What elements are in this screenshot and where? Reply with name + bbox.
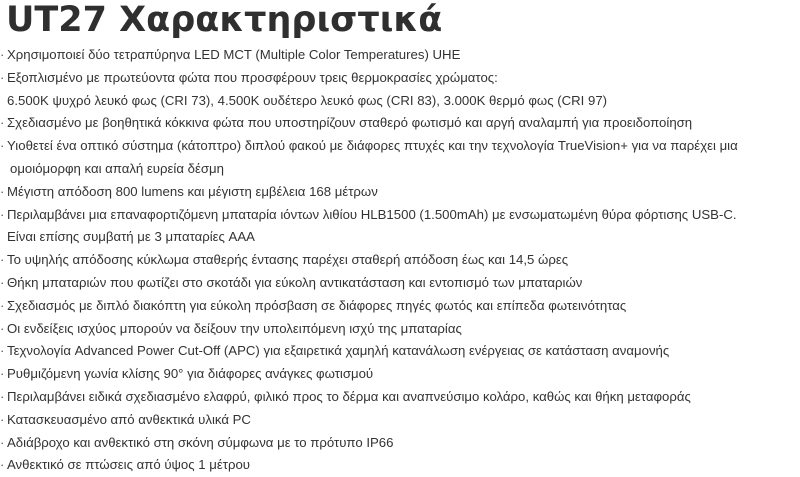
feature-text: Το υψηλής απόδοσης κύκλωμα σταθερής έντασης παρέχει σταθερή απόδοση έως και 14,5 ώρες — [7, 252, 569, 268]
feature-text: Μέγιστη απόδοση 800 lumens και μέγιστη εμβέλεια 168 μέτρων — [7, 183, 378, 199]
bullet-marker: · — [0, 206, 5, 222]
feature-text: 6.500K ψυχρό λευκό φως (CRI 73), 4.500K ουδέτερο λευκό φως (CRI 83), 3.000K θερμό φως (CRI 97) — [7, 92, 608, 108]
page-title: UT27 Χαρακτηριστικά — [6, 0, 443, 40]
feature-text: Οι ενδείξεις ισχύος μπορούν να δείξουν την υπολειπόμενη ισχύ της μπαταρίας — [7, 320, 462, 336]
bullet-marker: · — [0, 320, 5, 336]
feature-text: Υιοθετεί ένα οπτικό σύστημα (κάτοπτρο) διπλού φακού με διάφορες πτυχές και την τεχνολογία TrueVision+ για να παρέχει μια — [7, 138, 738, 154]
bullet-marker: · — [0, 47, 5, 62]
feature-item — [0, 363, 800, 386]
feature-item — [0, 44, 800, 67]
feature-text: ομοιόμορφη και απαλή ευρεία δέσμη — [10, 160, 224, 176]
feature-item-continuation — [0, 158, 800, 181]
feature-item — [0, 432, 800, 455]
feature-item — [0, 135, 800, 158]
bullet-marker: · — [0, 343, 5, 359]
bullet-marker: · — [0, 434, 5, 450]
bullet-marker: · — [0, 274, 5, 290]
feature-item — [0, 181, 800, 204]
feature-item — [0, 454, 800, 477]
feature-item-continuation — [0, 90, 800, 113]
bullet-marker: · — [0, 388, 5, 404]
bullet-marker: · — [0, 457, 5, 473]
feature-text: Ανθεκτικό σε πτώσεις από ύψος 1 μέτρου — [7, 457, 251, 473]
bullet-marker: · — [0, 138, 5, 154]
bullet-marker: · — [0, 69, 5, 85]
feature-list — [0, 44, 800, 477]
bullet-marker: · — [0, 366, 5, 382]
bullet-marker: · — [0, 297, 5, 313]
feature-item — [0, 318, 800, 341]
feature-item — [0, 295, 800, 318]
feature-text: Περιλαμβάνει μια επαναφορτιζόμενη μπαταρία ιόντων λιθίου HLB1500 (1.500mAh) με ενσωματωμένη θύρα φόρτισης USB-C. — [7, 206, 737, 222]
feature-text: Ρυθμιζόμενη γωνία κλίσης 90° για διάφορες ανάγκες φωτισμού — [7, 366, 374, 382]
bullet-marker: · — [0, 183, 5, 199]
feature-item — [0, 67, 800, 90]
feature-item — [0, 272, 800, 295]
feature-text: Περιλαμβάνει ειδικά σχεδιασμένο ελαφρύ, φιλικό προς το δέρμα και αναπνεύσιμο κολάρο, καθώς και θήκη μεταφοράς — [7, 388, 691, 404]
feature-item — [0, 112, 800, 135]
feature-item — [0, 340, 800, 363]
bullet-marker: · — [0, 411, 5, 427]
feature-text: Θήκη μπαταριών που φωτίζει στο σκοτάδι για εύκολη αντικατάσταση και εντοπισμό των μπαταριών — [7, 274, 583, 290]
feature-text: Κατασκευασμένο από ανθεκτικά υλικά PC — [7, 411, 251, 427]
bullet-marker: · — [0, 252, 5, 268]
feature-text: Σχεδιασμένο με βοηθητικά κόκκινα φώτα που υποστηρίζουν σταθερό φωτισμό και αργή αναλαμπή για προειδοποίηση — [7, 115, 693, 131]
feature-text: Εξοπλισμένο με πρωτεύοντα φώτα που προσφέρουν τρεις θερμοκρασίες χρώματος: — [7, 69, 498, 85]
feature-text: Χρησιμοποιεί δύο τετραπύρηνα LED MCT (Multiple Color Temperatures) UHE — [7, 47, 461, 62]
bullet-marker: · — [0, 115, 5, 131]
feature-item-continuation — [0, 226, 800, 249]
feature-item — [0, 409, 800, 432]
feature-text: Αδιάβροχο και ανθεκτικό στη σκόνη σύμφωνα με το πρότυπο IP66 — [7, 434, 394, 450]
feature-item — [0, 386, 800, 409]
feature-text: Σχεδιασμός με διπλό διακόπτη για εύκολη πρόσβαση σε διάφορες πηγές φωτός και επίπεδα φωτεινότητας — [7, 297, 627, 313]
feature-text: Τεχνολογία Advanced Power Cut-Off (APC) για εξαιρετικά χαμηλή κατανάλωση ενέργειας σε κατάσταση αναμονής — [7, 343, 670, 359]
feature-text: Είναι επίσης συμβατή με 3 μπαταρίες AAA — [7, 229, 255, 245]
feature-item — [0, 249, 800, 272]
feature-item — [0, 204, 800, 227]
